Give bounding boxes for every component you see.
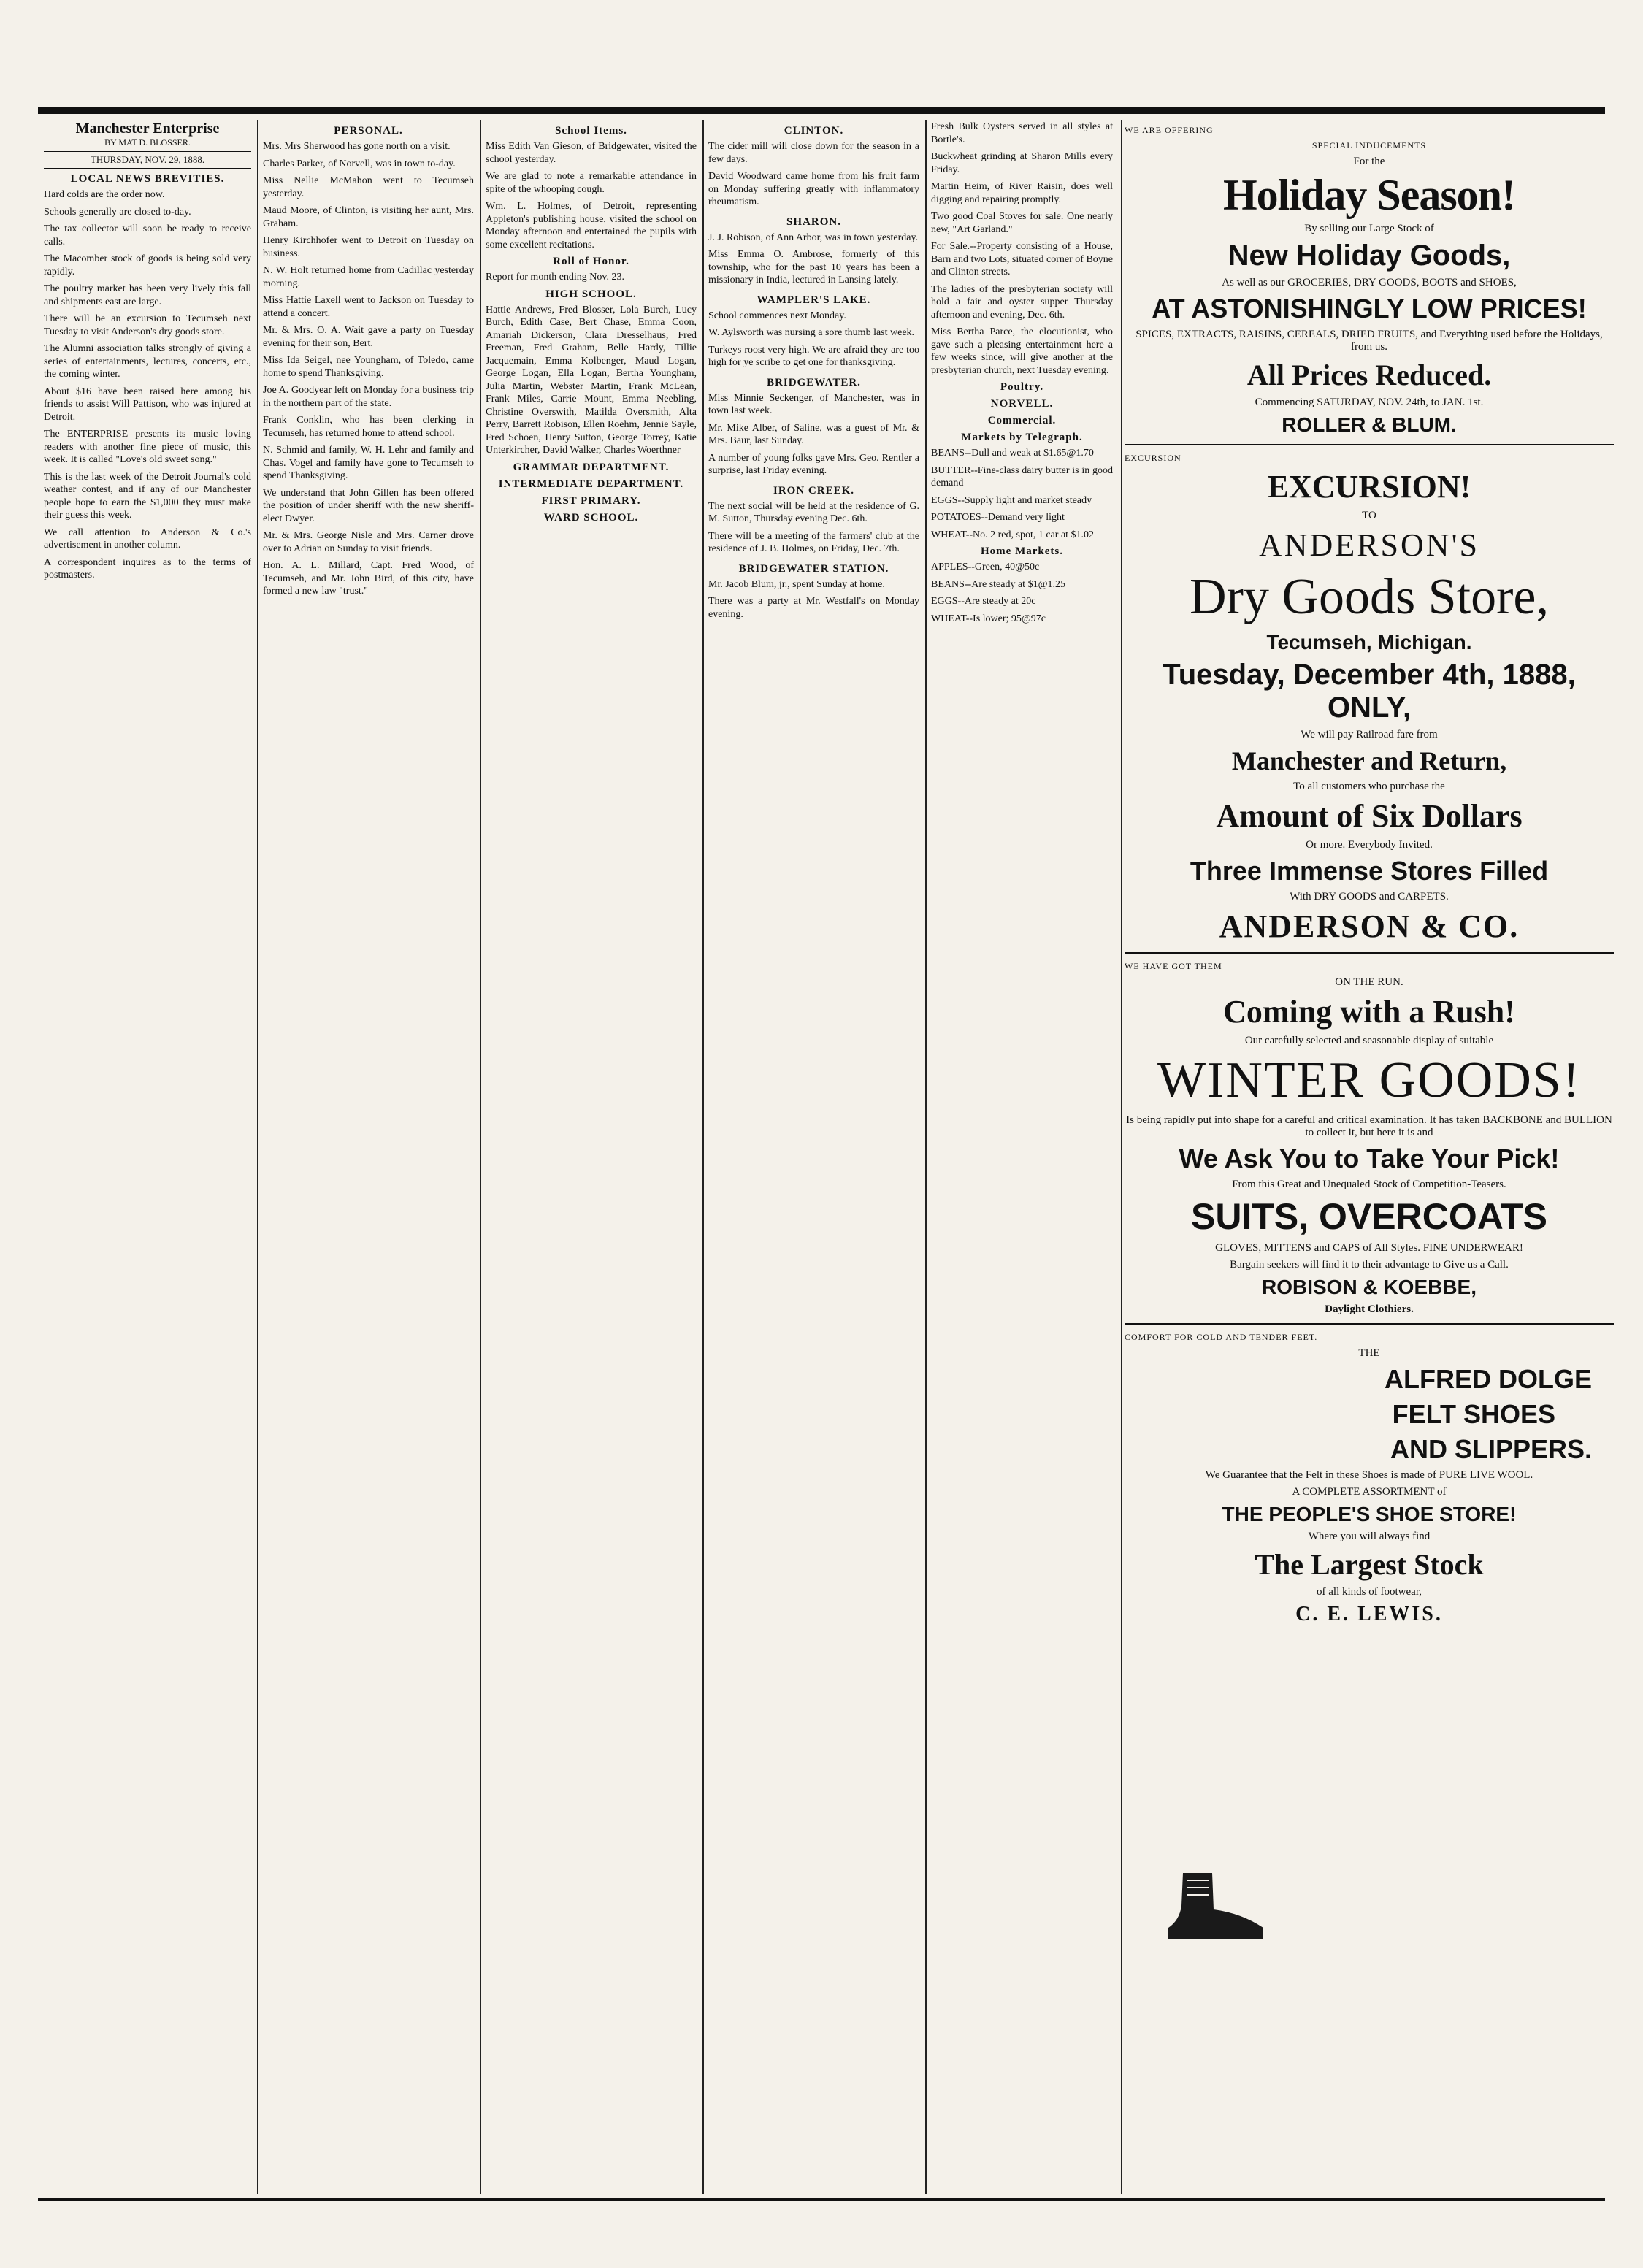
news-item: Mr. & Mrs. George Nisle and Mrs. Carner drove over to Adrian on Sunday to visit friends.	[263, 530, 474, 554]
ad-felt: FELT SHOES	[1392, 1399, 1555, 1429]
sharon-section	[708, 216, 919, 287]
ad-dolge: ALFRED DOLGE	[1385, 1364, 1592, 1394]
ad-low-prices: AT ASTONISHINGLY LOW PRICES!	[1152, 294, 1587, 323]
section-title: BRIDGEWATER STATION.	[738, 562, 889, 575]
notice-item: Buckwheat grinding at Sharon Mills every Friday.	[931, 151, 1113, 175]
section-title: LOCAL NEWS BREVITIES.	[70, 173, 225, 185]
ad-andersons: ANDERSON'S	[1259, 527, 1479, 563]
price-item: BUTTER--Fine-class dairy butter is in good demand	[931, 464, 1113, 489]
notice-item: The ladies of the presbyterian society will hold a fair and oyster supper Thursday afternoon and evening, Dec. 6th.	[931, 283, 1113, 321]
news-item: This is the last week of the Detroit Journal's cold weather contest, and if any of our Manchester people hope to earn the $1,000 they must make their guess this week.	[44, 471, 251, 521]
ward-title: WARD SCHOOL.	[543, 511, 639, 524]
ad-customers: To all customers who purchase the	[1293, 781, 1445, 792]
news-item: We call attention to Anderson & Co.'s advertisement in another column.	[44, 526, 251, 551]
high-school-title: HIGH SCHOOL.	[545, 288, 637, 300]
news-item: Hard colds are the order now.	[44, 189, 165, 200]
bottom-rule	[38, 2198, 1605, 2201]
ad-commencing: Commencing SATURDAY, NOV. 24th, to JAN. 1st.	[1255, 396, 1484, 408]
ad-pick: We Ask You to Take Your Pick!	[1179, 1143, 1560, 1173]
news-item: About $16 have been raised here among his friends to assist Will Pattison, who was injured at Detroit.	[44, 386, 251, 423]
iron-creek-section	[708, 485, 919, 556]
news-item: Wm. L. Holmes, of Detroit, representing Appleton's publishing house, visited the school on Monday afternoon and entertained the pupils with some excellent recitations.	[486, 201, 697, 250]
ad-railroad: We will pay Railroad fare from	[1301, 729, 1438, 740]
roll-names: Hattie Andrews, Fred Blosser, Lola Burch, Lucy Burch, Edith Case, Bert Chase, Emma Coon, Amariah Dickerson, Clara Dresselhaus, Fred Freeman, Fred Graham, Belle Hardy, Tillie Jacquemain, Emma Kolbenger, Maud Logan, George Logan, Ella Logan, Bertha Youngham, Julia Martin, Webster Martin, Frank McLean, Frank Miles, Carrie Mount, Emma Neebling, Christine Overswith, Matilda Oversmith, Alta Perry, Barrett Robison, Ellen Roehm, Jennie Sayle, Fred Schoen, Henry Sutton, George Torrey, Katie Unterkircher, David Walker, Charles Woerthner	[486, 304, 697, 456]
ad-suits: SUITS, OVERCOATS	[1190, 1196, 1547, 1237]
ad-winter-label: WE HAVE GOT THEM	[1125, 961, 1222, 971]
section-title: CLINTON.	[784, 125, 844, 137]
price-item: EGGS--Supply light and market steady	[931, 494, 1092, 506]
news-item: N. W. Holt returned home from Cadillac yesterday morning.	[263, 265, 474, 289]
news-item: Turkeys roost very high. We are afraid they are too high for ye scribe to get one for thanksgiving.	[708, 344, 919, 368]
news-item: Henry Kirchhofer went to Detroit on Tuesday on business.	[263, 235, 474, 259]
price-item: WHEAT--No. 2 red, spot, 1 car at $1.02	[931, 529, 1095, 540]
ad-prices-reduced: All Prices Reduced.	[1246, 359, 1492, 391]
news-item: The ENTERPRISE presents its music loving readers with another fine piece of music, this week. It is called "Love's old sweet song."	[44, 429, 251, 465]
price-item: POTATOES--Demand very light	[931, 512, 1065, 523]
news-item: School commences next Monday.	[708, 310, 846, 321]
news-item: N. Schmid and family, W. H. Lehr and family and Chas. Vogel and family have gone to Tecumseh to spend Thanksgiving.	[263, 445, 474, 481]
ad-shoes-label: COMFORT FOR COLD AND TENDER FEET.	[1125, 1332, 1318, 1342]
news-item: Hon. A. L. Millard, Capt. Fred Wood, of Tecumseh, and Mr. John Bird, of this city, have formed a new law "trust."	[263, 560, 474, 597]
ad-divider	[1125, 1323, 1614, 1325]
ad-guarantee: We Guarantee that the Felt in these Shoes is made of PURE LIVE WOOL.	[1205, 1469, 1533, 1481]
notice-item: For Sale.--Property consisting of a House, Barn and two Lots, situated corner of Boyne and Clinton streets.	[931, 241, 1113, 277]
news-item: Miss Emma O. Ambrose, formerly of this township, who for the past 10 years has been a missionary in India, lectured in Lansing lately.	[708, 249, 919, 286]
personal-section	[263, 125, 474, 598]
ad-anderson-co: ANDERSON & CO.	[1219, 908, 1520, 944]
ad-daylight: Daylight Clothiers.	[1325, 1303, 1414, 1315]
ad-stores: Three Immense Stores Filled	[1190, 856, 1549, 886]
local-news-section	[44, 173, 251, 582]
notices-section	[931, 120, 1113, 625]
price-item: EGGS--Are steady at 20c	[931, 596, 1036, 607]
ad-holiday-headline: Holiday Season!	[1222, 171, 1516, 219]
ad-spices: SPICES, EXTRACTS, RAISINS, CEREALS, DRIED FRUITS, and Everything used before the Holidays, from us.	[1135, 329, 1603, 353]
ad-largest: The Largest Stock	[1255, 1548, 1484, 1581]
ad-the: THE	[1358, 1347, 1380, 1359]
roll-title: Roll of Honor.	[553, 256, 629, 267]
ad-gloves: GLOVES, MITTENS and CAPS of All Styles. FINE UNDERWEAR!	[1215, 1242, 1523, 1254]
ad-excursion-headline: EXCURSION!	[1267, 469, 1471, 505]
ad-winter-goods: WINTER GOODS!	[1157, 1052, 1582, 1108]
ad-as-well: As well as our GROCERIES, DRY GOODS, BOOTS and SHOES,	[1222, 277, 1517, 288]
news-item: Maud Moore, of Clinton, is visiting her aunt, Mrs. Graham.	[263, 205, 474, 229]
ad-by: By selling our Large Stock of	[1304, 223, 1434, 234]
price-item: BEANS--Are steady at $1@1.25	[931, 578, 1065, 590]
news-item: Mr. & Mrs. O. A. Wait gave a party on Tuesday evening for their son, Bert.	[263, 325, 474, 349]
news-item: The poultry market has been very lively this fall and shipments east are large.	[44, 283, 251, 307]
ad-amount: Amount of Six Dollars	[1216, 798, 1523, 834]
column-school	[480, 120, 702, 2194]
ad-robison: ROBISON & KOEBBE,	[1261, 1276, 1477, 1298]
ad-rush: Coming with a Rush!	[1223, 994, 1515, 1030]
section-title: School Items.	[555, 125, 627, 137]
news-item: A number of young folks gave Mrs. Geo. Rentler a surprise, last Friday evening.	[708, 452, 919, 476]
news-item: The tax collector will soon be ready to receive calls.	[44, 223, 251, 248]
ad-excursion-label: EXCURSION	[1125, 453, 1181, 463]
masthead-editor: BY MAT D. BLOSSER.	[104, 137, 191, 148]
ad-display: Our carefully selected and seasonable display of suitable	[1244, 1035, 1494, 1046]
news-item: Miss Edith Van Gieson, of Bridgewater, visited the school yesterday.	[486, 141, 697, 165]
ad-offering: WE ARE OFFERING	[1125, 125, 1214, 135]
ad-date: Tuesday, December 4th, 1888, ONLY,	[1163, 659, 1576, 724]
news-item: There was a party at Mr. Westfall's on Monday evening.	[708, 596, 919, 620]
news-item: Joe A. Goodyear left on Monday for a business trip in the northern part of the state.	[263, 385, 474, 409]
primary-title: FIRST PRIMARY.	[541, 494, 641, 507]
ad-where: Where you will always find	[1308, 1530, 1431, 1542]
news-item: Mr. Jacob Blum, jr., spent Sunday at home.	[708, 578, 885, 590]
ad-route: Manchester and Return,	[1231, 746, 1507, 775]
news-item: Mrs. Mrs Sherwood has gone north on a visit.	[263, 141, 451, 152]
news-item: Miss Nellie McMahon went to Tecumseh yesterday.	[263, 175, 474, 199]
notice-item: Miss Bertha Parce, the elocutionist, who gave such a pleasing entertainment here a few weeks since, will give another at the presbyterian church, next Tuesday evening.	[931, 326, 1113, 376]
notice-item: Martin Heim, of River Raisin, does well digging and repairing promptly.	[931, 181, 1113, 205]
ad-lewis: C. E. LEWIS.	[1295, 1603, 1443, 1625]
column-personal	[257, 120, 480, 2194]
column-local-news	[38, 120, 257, 2194]
news-item: We are glad to note a remarkable attendance in spite of the whooping cough.	[486, 171, 697, 195]
school-section	[486, 125, 697, 524]
news-item: David Woodward came home from his fruit farm on Monday suffering greatly with inflammatory rheumatism.	[708, 171, 919, 207]
poultry-title: Poultry.	[1000, 381, 1044, 393]
news-item: Miss Hattie Laxell went to Jackson on Tuesday to attend a concert.	[263, 295, 474, 319]
ad-to: TO	[1362, 510, 1376, 521]
section-title: IRON CREEK.	[773, 484, 854, 497]
ad-complete: A COMPLETE ASSORTMENT of	[1292, 1486, 1447, 1498]
ad-peoples-store: THE PEOPLE'S SHOE STORE!	[1222, 1503, 1517, 1525]
news-item: A correspondent inquires as to the terms of postmasters.	[44, 556, 251, 581]
section-title: SHARON.	[786, 215, 841, 228]
boot-illustration-icon	[1154, 1869, 1271, 1942]
price-item: APPLES--Green, 40@50c	[931, 562, 1040, 572]
news-item: W. Aylsworth was nursing a sore thumb last week.	[708, 327, 915, 338]
news-item: Miss Minnie Seckenger, of Manchester, was in town last week.	[708, 392, 919, 416]
ad-of-all: of all kinds of footwear,	[1317, 1586, 1422, 1598]
commercial-title: Commercial.	[987, 415, 1057, 426]
section-title: WAMPLER'S LAKE.	[757, 294, 871, 306]
wamplers-lake-section	[708, 294, 919, 369]
home-markets-title: Home Markets.	[981, 545, 1063, 557]
news-item: The Macomber stock of goods is being sold very rapidly.	[44, 253, 251, 277]
section-title: BRIDGEWATER.	[767, 376, 861, 388]
grammar-title: GRAMMAR DEPARTMENT.	[513, 461, 670, 473]
masthead-title: Manchester Enterprise	[75, 120, 220, 137]
news-item: The Alumni association talks strongly of giving a series of entertainments, lectures, concerts, etc., the coming winter.	[44, 343, 251, 380]
norvell-title: NORVELL.	[990, 398, 1054, 410]
ad-with: With DRY GOODS and CARPETS.	[1290, 891, 1449, 903]
news-item: There will be an excursion to Tecumseh next Tuesday to visit Anderson's dry goods store.	[44, 313, 251, 337]
bridgewater-section	[708, 377, 919, 478]
news-item: Frank Conklin, who has been clerking in Tecumseh, has returned home to attend school.	[263, 415, 474, 439]
ad-bargain: Bargain seekers will find it to their advantage to Give us a Call.	[1230, 1259, 1509, 1271]
ad-from: From this Great and Unequaled Stock of Competition-Teasers.	[1232, 1179, 1506, 1190]
masthead-date: THURSDAY, NOV. 29, 1888.	[44, 151, 251, 169]
ad-place: Tecumseh, Michigan.	[1266, 631, 1472, 654]
column-correspondence	[702, 120, 925, 2194]
ad-roller-blum: ROLLER & BLUM.	[1282, 413, 1457, 436]
news-item: Miss Ida Seigel, nee Youngham, of Toledo, came home to spend Thanksgiving.	[263, 355, 474, 379]
ad-or-more: Or more. Everybody Invited.	[1306, 839, 1433, 851]
ad-divider	[1125, 952, 1614, 954]
ad-slippers: AND SLIPPERS.	[1390, 1434, 1592, 1464]
ad-dry-goods: Dry Goods Store,	[1190, 569, 1549, 625]
news-item: We understand that John Gillen has been offered the position of under sheriff with the new sheriff-elect Dwyer.	[263, 487, 474, 524]
ad-for-the: For the	[1353, 156, 1385, 167]
column-notices-markets	[925, 120, 1119, 2194]
news-item: The cider mill will close down for the season in a few days.	[708, 141, 919, 165]
price-item: BEANS--Dull and weak at $1.65@1.70	[931, 448, 1094, 459]
news-item: Mr. Mike Alber, of Saline, was a guest of Mr. & Mrs. Baur, last Sunday.	[708, 422, 919, 446]
section-title: PERSONAL.	[334, 125, 403, 137]
ad-holiday-goods: New Holiday Goods,	[1228, 240, 1511, 272]
clinton-section	[708, 125, 919, 209]
ad-divider	[1125, 444, 1614, 445]
notice-item: Fresh Bulk Oysters served in all styles at Bortle's.	[931, 121, 1113, 145]
ad-rapidly: Is being rapidly put into shape for a careful and critical examination. It has taken BACKBONE and BULLION to collect it, but here it is and	[1126, 1114, 1612, 1138]
ad-on-run: ON THE RUN.	[1335, 976, 1403, 988]
news-item: The next social will be held at the residence of G. M. Sutton, Thursday evening Dec. 6th.	[708, 500, 919, 524]
column-divider	[1121, 120, 1122, 2194]
ad-special: SPECIAL INDUCEMENTS	[1311, 140, 1427, 150]
news-item: Schools generally are closed to-day.	[44, 206, 191, 218]
roll-note: Report for month ending Nov. 23.	[486, 272, 625, 283]
price-item: WHEAT--Is lower; 95@97c	[931, 613, 1046, 624]
bridgewater-station-section	[708, 563, 919, 621]
top-rule	[38, 107, 1605, 114]
news-item: There will be a meeting of the farmers' club at the residence of J. B. Holmes, on Friday, Dec. 7th.	[708, 530, 919, 554]
intermediate-title: INTERMEDIATE DEPARTMENT.	[498, 478, 684, 490]
news-item: J. J. Robison, of Ann Arbor, was in town yesterday.	[708, 231, 919, 243]
news-item: Charles Parker, of Norvell, was in town to-day.	[263, 158, 456, 169]
notice-item: Two good Coal Stoves for sale. One nearly new, "Art Garland."	[931, 211, 1113, 235]
markets-title: Markets by Telegraph.	[961, 432, 1083, 443]
